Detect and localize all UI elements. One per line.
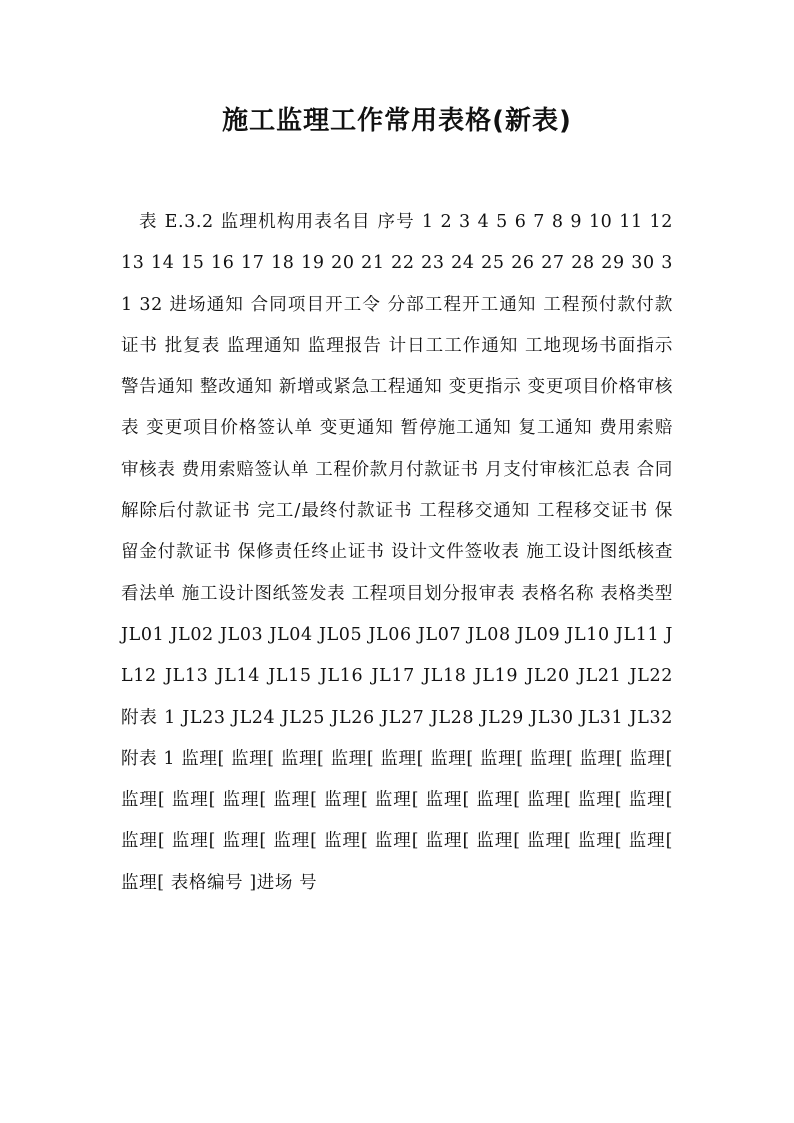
document-body-text: 表 E.3.2 监理机构用表名目 序号 1 2 3 4 5 6 7 8 9 10 11 12 13 14 15 16 17 18 19 20 21 22 23 24 25 26 27 28 29 30 31 32 进场通知 合同项目开工令 分部工程开工通知 工程预付款付款证书 批复表 监理通知 监理报告 计日工工作通知 工地现场书面指示 警告通知 整改通知 新增或紧急工程通知 变更指示 变更项目价格审核表 变更项目价格签认单 变更通知 暂停施工通知 复工通知 费用索赔审核表 费用索赔签认单 工程价款月付款证书 月支付审核汇总表 合同解除后付款证书 完工/最终付款证书 工程移交通知 工程移交证书 保留金付款证书 保修责任终止证书 设计文件签收表 施工设计图纸核查看法单 施工设计图纸签发表 工程项目划分报审表 表格名称 表格类型 JL01 JL02 JL03 JL04 JL05 JL06 JL07 JL08 JL09 JL10 JL11 JL12 JL13 JL14 JL15 JL16 JL17 JL18 JL19 JL20 JL21 JL22 附表 1 JL23 JL24 JL25 JL26 JL27 JL28 JL29 JL30 JL31 JL32 附表 1 监理[ 监理[ 监理[ 监理[ 监理[ 监理[ 监理[ 监理[ 监理[ 监理[ 监理[ 监理[ 监理[ 监理[ 监理[ 监理[ 监理[ 监理[ 监理[ 监理[ 监理[ 监理[ 监理[ 监理[ 监理[ 监理[ 监理[ 监理[ 监理[ 监理[ 监理[ 监理[ 监理[ 表格编号 ]进场 号 <box>121 212 673 893</box>
document-title: 施工监理工作常用表格(新表) <box>222 106 572 136</box>
